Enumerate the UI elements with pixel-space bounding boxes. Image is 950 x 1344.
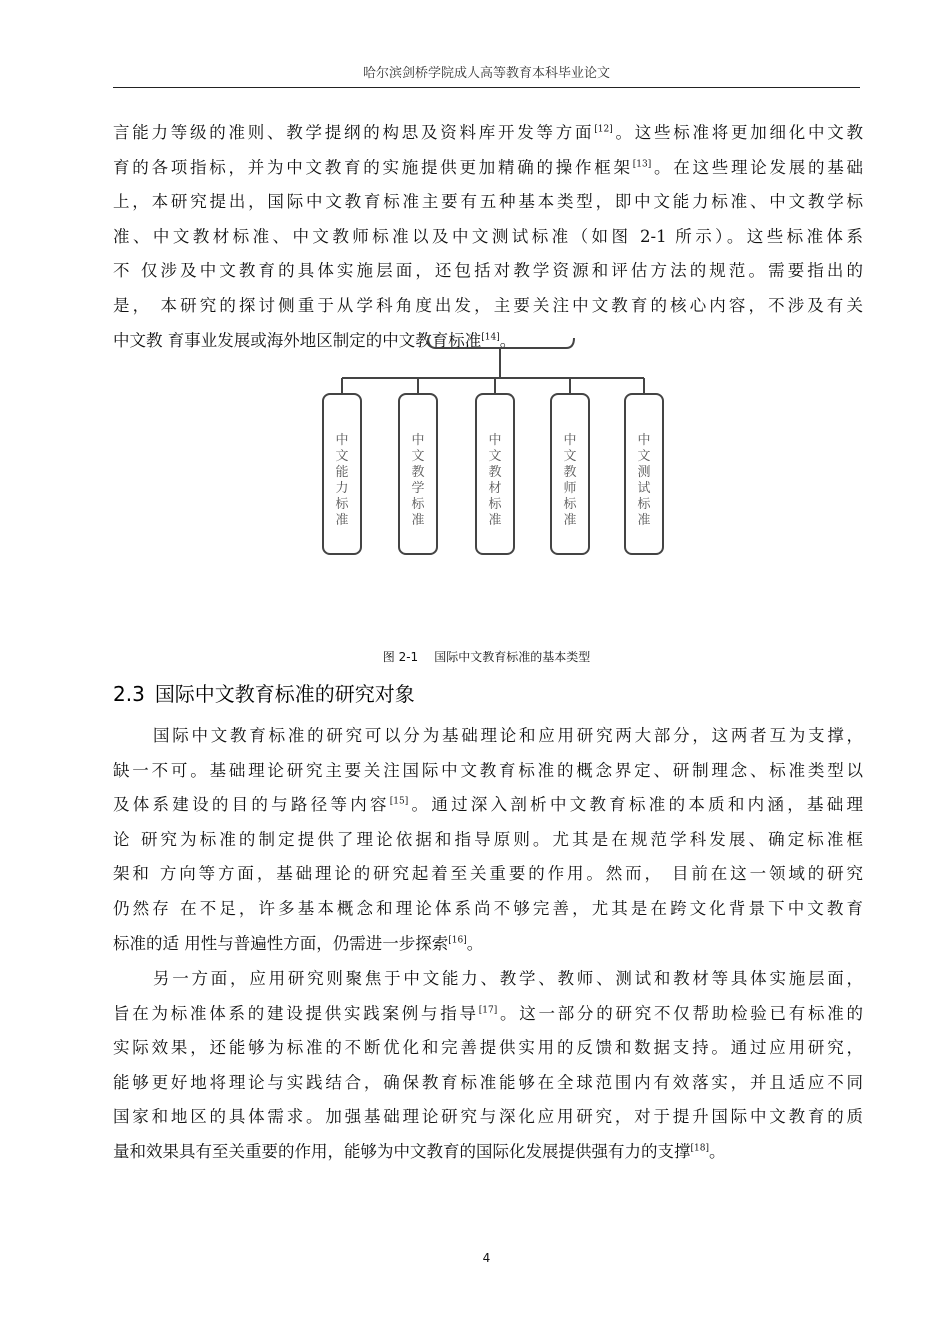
line-text-after: 。在这些理论发展的基础 <box>651 157 864 177</box>
standard-box-label: 中文教师标准 <box>563 433 577 528</box>
line-text-after: 。通过深入剖析中文教育标准的本质和内涵，基础理 <box>408 795 864 815</box>
line-text-after: 。这些标准将更加细化中文教 <box>612 123 864 142</box>
section-number: 2.3 <box>113 682 145 706</box>
paragraph-line <box>113 754 863 789</box>
figure-diagram <box>300 330 670 570</box>
line-text: 架和 方向等方面，基础理论的研究起着至关重要的作用。然而， 目前在这一领域的研究 <box>113 864 863 884</box>
paragraph-line <box>113 719 863 754</box>
line-text: 是， 本研究的探讨侧重于从学科角度出发，主要关注中文教育的核心内容，不涉及有关 <box>113 295 863 315</box>
paragraph-line <box>113 927 863 962</box>
paragraph-research-basics <box>113 719 863 961</box>
standard-box-label: 中文测试标准 <box>637 433 651 528</box>
header-rule <box>113 87 860 88</box>
paragraph-line <box>113 1100 863 1135</box>
paragraph-standards-intro <box>113 116 863 358</box>
citation-ref: [14] <box>481 332 500 343</box>
paragraph-line <box>113 892 863 927</box>
standard-box-label: 中文教材标准 <box>488 433 502 528</box>
paragraph-line <box>113 857 863 892</box>
section-heading <box>113 678 415 707</box>
line-text: 论 研究为标准的制定提供了理论依据和指导原则。尤其是在规范学科发展、确定标准框 <box>113 829 863 849</box>
line-text: 实际效果，还能够为标准的不断优化和完善提供实用的反馈和数据支持。通过应用研究， <box>113 1038 863 1058</box>
line-text: 上，本研究提出，国际中文教育标准主要有五种基本类型，即中文能力标准、中文教学标 <box>113 192 863 212</box>
paragraph-line <box>113 788 863 823</box>
citation-ref: [16] <box>448 935 467 946</box>
line-text: 缺一不可。基础理论研究主要关注国际中文教育标准的概念界定、研制理念、标准类型以 <box>113 760 863 780</box>
standard-box-label: 中文能力标准 <box>335 433 349 528</box>
line-text: 不 仅涉及中文教育的具体实施层面，还包括对教学资源和评估方法的规范。需要指出的 <box>113 261 863 281</box>
paragraph-line <box>113 962 863 997</box>
section-title: 国际中文教育标准的研究对象 <box>154 682 415 706</box>
line-text: 标准的适 用性与普遍性方面，仍需进一步探索 <box>113 933 449 953</box>
line-text: 言能力等级的准则、教学提纲的构思及资料库开发等方面 <box>113 123 595 142</box>
paragraph-line <box>113 823 863 858</box>
citation-ref: [12] <box>594 124 613 135</box>
standard-box-label: 中文教学标准 <box>411 433 425 528</box>
line-text-after: 。这一部分的研究不仅帮助检验已有标准的 <box>497 1003 864 1023</box>
page-number: 4 <box>482 1251 491 1265</box>
line-text: 国家和地区的具体需求。加强基础理论研究与深化应用研究，对于提升国际中文教育的质 <box>113 1107 863 1127</box>
citation-ref: [17] <box>478 1005 498 1016</box>
figure-caption <box>113 648 860 665</box>
running-header: 哈尔滨剑桥学院成人高等教育本科毕业论文 <box>362 66 610 81</box>
paragraph-line <box>113 1066 863 1101</box>
paragraph-line <box>113 116 863 151</box>
paragraph-line <box>113 185 863 220</box>
line-text: 能够更好地将理论与实践结合，确保教育标准能够在全球范围内有效落实，并且适应不同 <box>113 1072 863 1092</box>
line-text: 准、中文教材标准、中文教师标准以及中文测试标准（如图 2-1 所示）。这些标准体系 <box>113 226 863 246</box>
citation-ref: [15] <box>389 796 409 807</box>
citation-ref: [13] <box>632 159 652 170</box>
paragraph-line <box>113 254 863 289</box>
line-text: 中文教 育事业发展或海外地区制定的中文教育标准 <box>113 330 482 350</box>
paragraph-line <box>113 1135 863 1170</box>
line-text: 育的各项指标，并为中文教育的实施提供更加精确的操作框架 <box>113 157 633 177</box>
paragraph-line <box>113 997 863 1032</box>
line-text-after: 。 <box>499 330 517 350</box>
line-text: 及体系建设的目的与路径等内容 <box>113 795 390 815</box>
citation-ref: [18] <box>690 1143 709 1154</box>
figure-caption-text: 国际中文教育标准的基本类型 <box>434 650 591 664</box>
paragraph-line <box>113 1031 863 1066</box>
paragraph-line <box>113 220 863 255</box>
line-text: 量和效果具有至关重要的作用，能够为中文教育的国际化发展提供强有力的支撑 <box>113 1141 691 1161</box>
line-text: 国际中文教育标准的研究可以分为基础理论和应用研究两大部分，这两者互为支撑， <box>153 726 863 745</box>
paragraph-line <box>113 151 863 186</box>
paragraph-applied-research <box>113 962 863 1170</box>
line-text-after: 。 <box>708 1141 726 1161</box>
figure-caption-number: 图 2-1 <box>382 650 419 664</box>
line-text: 另一方面，应用研究则聚焦于中文能力、教学、教师、测试和教材等具体实施层面， <box>153 969 863 988</box>
paragraph-line <box>113 289 863 324</box>
figure-standard-types <box>300 330 670 570</box>
root-box-bottom <box>428 338 574 348</box>
line-text-after: 。 <box>466 933 484 953</box>
line-text: 仍然存 在不足，许多基本概念和理论体系尚不够完善，尤其是在跨文化背景下中文教育 <box>113 898 863 918</box>
line-text: 旨在为标准体系的建设提供实践案例与指导 <box>113 1003 479 1023</box>
